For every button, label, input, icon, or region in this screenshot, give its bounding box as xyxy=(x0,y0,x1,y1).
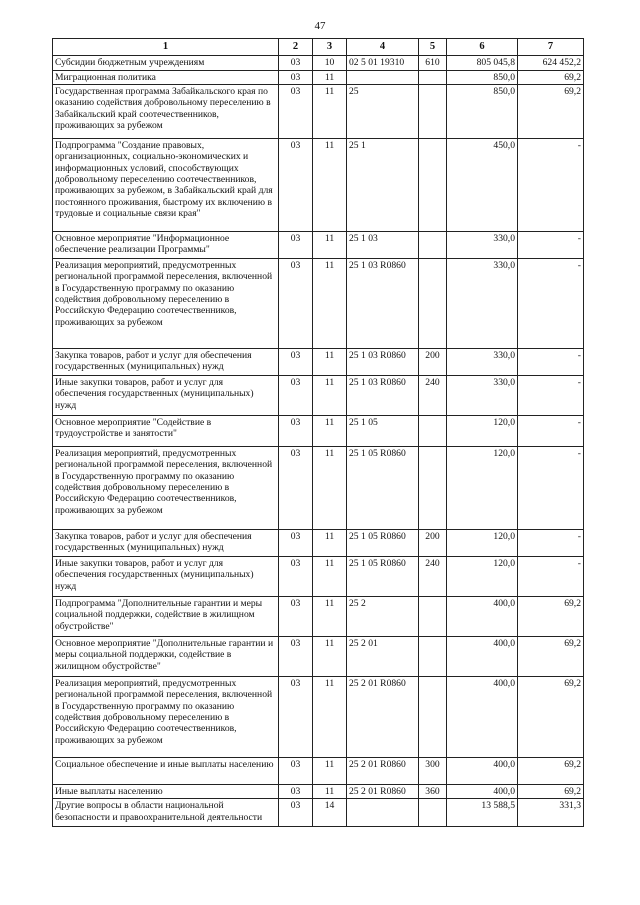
row-subsection: 11 xyxy=(313,637,347,677)
row-expense-type xyxy=(419,597,447,637)
row-subsection: 14 xyxy=(313,799,347,827)
row-expense-type xyxy=(419,232,447,259)
row-amount-1: 330,0 xyxy=(447,376,518,416)
row-section: 03 xyxy=(279,799,313,827)
budget-table xyxy=(52,38,584,827)
row-expense-type: 360 xyxy=(419,785,447,799)
row-subsection: 11 xyxy=(313,447,347,530)
row-section: 03 xyxy=(279,56,313,70)
row-section: 03 xyxy=(279,259,313,349)
row-expense-type: 240 xyxy=(419,376,447,416)
row-amount-2: - xyxy=(518,416,584,447)
row-name: Подпрограмма "Создание правовых, организационных, социально-экономических и информационных условий, способствующих добровольному переселению соотечественников, проживающих за рубежом, в Забайкальский край для постоянного проживания, быстрому их включению в трудовые и социальные связи края" xyxy=(53,139,279,232)
row-name: Субсидии бюджетным учреждениям xyxy=(53,56,279,70)
row-section: 03 xyxy=(279,232,313,259)
row-amount-2: - xyxy=(518,557,584,597)
table-row xyxy=(53,799,584,827)
row-target-article: 25 1 03 R0860 xyxy=(347,259,419,349)
row-name: Иные закупки товаров, работ и услуг для обеспечения государственных (муниципальных) нужд xyxy=(53,557,279,597)
row-amount-1: 120,0 xyxy=(447,447,518,530)
table-row xyxy=(53,677,584,758)
row-amount-2: 331,3 xyxy=(518,799,584,827)
table-row xyxy=(53,139,584,232)
row-section: 03 xyxy=(279,758,313,785)
row-name: Реализация мероприятий, предусмотренных региональной программой переселения, включенной в Государственную программу по оказанию содействия добровольному переселению в Российскую Федерацию соотечественников, проживающих за рубежом xyxy=(53,677,279,758)
table-row xyxy=(53,447,584,530)
table-row xyxy=(53,597,584,637)
row-amount-2: 69,2 xyxy=(518,758,584,785)
row-amount-2: - xyxy=(518,139,584,232)
row-expense-type xyxy=(419,799,447,827)
header-col-3: 3 xyxy=(313,39,347,56)
row-subsection: 11 xyxy=(313,557,347,597)
row-target-article: 25 2 01 xyxy=(347,637,419,677)
row-section: 03 xyxy=(279,785,313,799)
row-target-article: 25 1 03 R0860 xyxy=(347,376,419,416)
row-amount-2: - xyxy=(518,447,584,530)
row-amount-1: 400,0 xyxy=(447,597,518,637)
row-expense-type xyxy=(419,637,447,677)
row-subsection: 11 xyxy=(313,785,347,799)
table-row xyxy=(53,557,584,597)
row-expense-type: 200 xyxy=(419,530,447,557)
row-name: Подпрограмма "Дополнительные гарантии и меры социальной поддержки, содействие в жилищном обустройстве" xyxy=(53,597,279,637)
row-amount-2: - xyxy=(518,259,584,349)
row-amount-2: - xyxy=(518,232,584,259)
row-amount-1: 400,0 xyxy=(447,785,518,799)
row-section: 03 xyxy=(279,677,313,758)
row-target-article: 25 2 xyxy=(347,597,419,637)
row-target-article: 25 1 03 R0860 xyxy=(347,349,419,376)
row-amount-2: - xyxy=(518,349,584,376)
header-col-1: 1 xyxy=(53,39,279,56)
row-target-article: 25 1 03 xyxy=(347,232,419,259)
row-section: 03 xyxy=(279,597,313,637)
row-expense-type xyxy=(419,70,447,84)
row-subsection: 11 xyxy=(313,259,347,349)
row-amount-1: 330,0 xyxy=(447,232,518,259)
row-expense-type xyxy=(419,677,447,758)
row-amount-2: - xyxy=(518,530,584,557)
row-expense-type: 240 xyxy=(419,557,447,597)
row-subsection: 11 xyxy=(313,758,347,785)
row-subsection: 11 xyxy=(313,677,347,758)
row-name: Реализация мероприятий, предусмотренных региональной программой переселения, включенной в Государственную программу по оказанию содействия добровольному переселению в Российскую Федерацию соотечественников, проживающих за рубежом xyxy=(53,447,279,530)
table-row xyxy=(53,70,584,84)
row-section: 03 xyxy=(279,349,313,376)
row-target-article: 25 1 05 xyxy=(347,416,419,447)
row-amount-1: 400,0 xyxy=(447,677,518,758)
row-target-article: 25 1 xyxy=(347,139,419,232)
row-expense-type xyxy=(419,85,447,139)
row-expense-type xyxy=(419,447,447,530)
row-subsection: 11 xyxy=(313,376,347,416)
table-row xyxy=(53,785,584,799)
row-name: Основное мероприятие "Информационное обеспечение реализации Программы" xyxy=(53,232,279,259)
row-name: Социальное обеспечение и иные выплаты населению xyxy=(53,758,279,785)
row-target-article xyxy=(347,70,419,84)
header-col-2: 2 xyxy=(279,39,313,56)
row-name: Другие вопросы в области национальной безопасности и правоохранительной деятельности xyxy=(53,799,279,827)
table-row xyxy=(53,376,584,416)
row-name: Закупка товаров, работ и услуг для обеспечения государственных (муниципальных) нужд xyxy=(53,530,279,557)
row-expense-type: 200 xyxy=(419,349,447,376)
row-name: Государственная программа Забайкальского края по оказанию содействия добровольному переселению в Забайкальский край соотечественников, проживающих за рубежом xyxy=(53,85,279,139)
row-amount-1: 120,0 xyxy=(447,557,518,597)
header-col-5: 5 xyxy=(419,39,447,56)
row-subsection: 10 xyxy=(313,56,347,70)
row-amount-1: 805 045,8 xyxy=(447,56,518,70)
table-row xyxy=(53,416,584,447)
row-name: Иные выплаты населению xyxy=(53,785,279,799)
row-name: Основное мероприятие "Содействие в трудоустройстве и занятости" xyxy=(53,416,279,447)
row-amount-1: 13 588,5 xyxy=(447,799,518,827)
row-amount-2: 69,2 xyxy=(518,597,584,637)
table-row xyxy=(53,530,584,557)
row-subsection: 11 xyxy=(313,597,347,637)
row-amount-1: 400,0 xyxy=(447,758,518,785)
table-row xyxy=(53,232,584,259)
row-subsection: 11 xyxy=(313,70,347,84)
row-amount-1: 850,0 xyxy=(447,85,518,139)
row-subsection: 11 xyxy=(313,416,347,447)
header-col-7: 7 xyxy=(518,39,584,56)
row-amount-2: 624 452,2 xyxy=(518,56,584,70)
row-subsection: 11 xyxy=(313,139,347,232)
row-amount-2: - xyxy=(518,376,584,416)
row-amount-2: 69,2 xyxy=(518,70,584,84)
row-target-article: 25 2 01 R0860 xyxy=(347,785,419,799)
row-section: 03 xyxy=(279,447,313,530)
row-section: 03 xyxy=(279,85,313,139)
row-target-article: 25 2 01 R0860 xyxy=(347,677,419,758)
row-amount-1: 120,0 xyxy=(447,416,518,447)
row-expense-type xyxy=(419,416,447,447)
row-target-article: 25 1 05 R0860 xyxy=(347,447,419,530)
row-target-article: 02 5 01 19310 xyxy=(347,56,419,70)
row-amount-1: 330,0 xyxy=(447,259,518,349)
row-expense-type: 610 xyxy=(419,56,447,70)
row-subsection: 11 xyxy=(313,349,347,376)
row-name: Основное мероприятие "Дополнительные гарантии и меры социальной поддержки, содействие в жилищном обустройстве" xyxy=(53,637,279,677)
header-col-4: 4 xyxy=(347,39,419,56)
table-row xyxy=(53,758,584,785)
row-amount-2: 69,2 xyxy=(518,85,584,139)
header-col-6: 6 xyxy=(447,39,518,56)
row-amount-1: 850,0 xyxy=(447,70,518,84)
row-amount-1: 330,0 xyxy=(447,349,518,376)
row-name: Закупка товаров, работ и услуг для обеспечения государственных (муниципальных) нужд xyxy=(53,349,279,376)
row-amount-1: 120,0 xyxy=(447,530,518,557)
row-section: 03 xyxy=(279,70,313,84)
row-expense-type xyxy=(419,259,447,349)
row-subsection: 11 xyxy=(313,85,347,139)
row-target-article: 25 2 01 R0860 xyxy=(347,758,419,785)
row-section: 03 xyxy=(279,557,313,597)
table-row xyxy=(53,349,584,376)
page-number: 47 xyxy=(314,20,326,32)
row-amount-1: 400,0 xyxy=(447,637,518,677)
table-row xyxy=(53,259,584,349)
row-subsection: 11 xyxy=(313,232,347,259)
row-name: Миграционная политика xyxy=(53,70,279,84)
table-row xyxy=(53,637,584,677)
table-row xyxy=(53,56,584,70)
row-amount-2: 69,2 xyxy=(518,785,584,799)
row-expense-type: 300 xyxy=(419,758,447,785)
row-target-article xyxy=(347,799,419,827)
table-header-row xyxy=(53,39,584,56)
row-target-article: 25 xyxy=(347,85,419,139)
row-name: Иные закупки товаров, работ и услуг для обеспечения государственных (муниципальных) нужд xyxy=(53,376,279,416)
row-target-article: 25 1 05 R0860 xyxy=(347,557,419,597)
row-subsection: 11 xyxy=(313,530,347,557)
row-section: 03 xyxy=(279,530,313,557)
row-name: Реализация мероприятий, предусмотренных региональной программой переселения, включенной в Государственную программу по оказанию содействия добровольному переселению в Российскую Федерацию соотечественников, проживающих за рубежом xyxy=(53,259,279,349)
row-target-article: 25 1 05 R0860 xyxy=(347,530,419,557)
row-amount-1: 450,0 xyxy=(447,139,518,232)
row-expense-type xyxy=(419,139,447,232)
row-section: 03 xyxy=(279,139,313,232)
row-section: 03 xyxy=(279,416,313,447)
row-section: 03 xyxy=(279,637,313,677)
row-section: 03 xyxy=(279,376,313,416)
row-amount-2: 69,2 xyxy=(518,677,584,758)
row-amount-2: 69,2 xyxy=(518,637,584,677)
table-row xyxy=(53,85,584,139)
